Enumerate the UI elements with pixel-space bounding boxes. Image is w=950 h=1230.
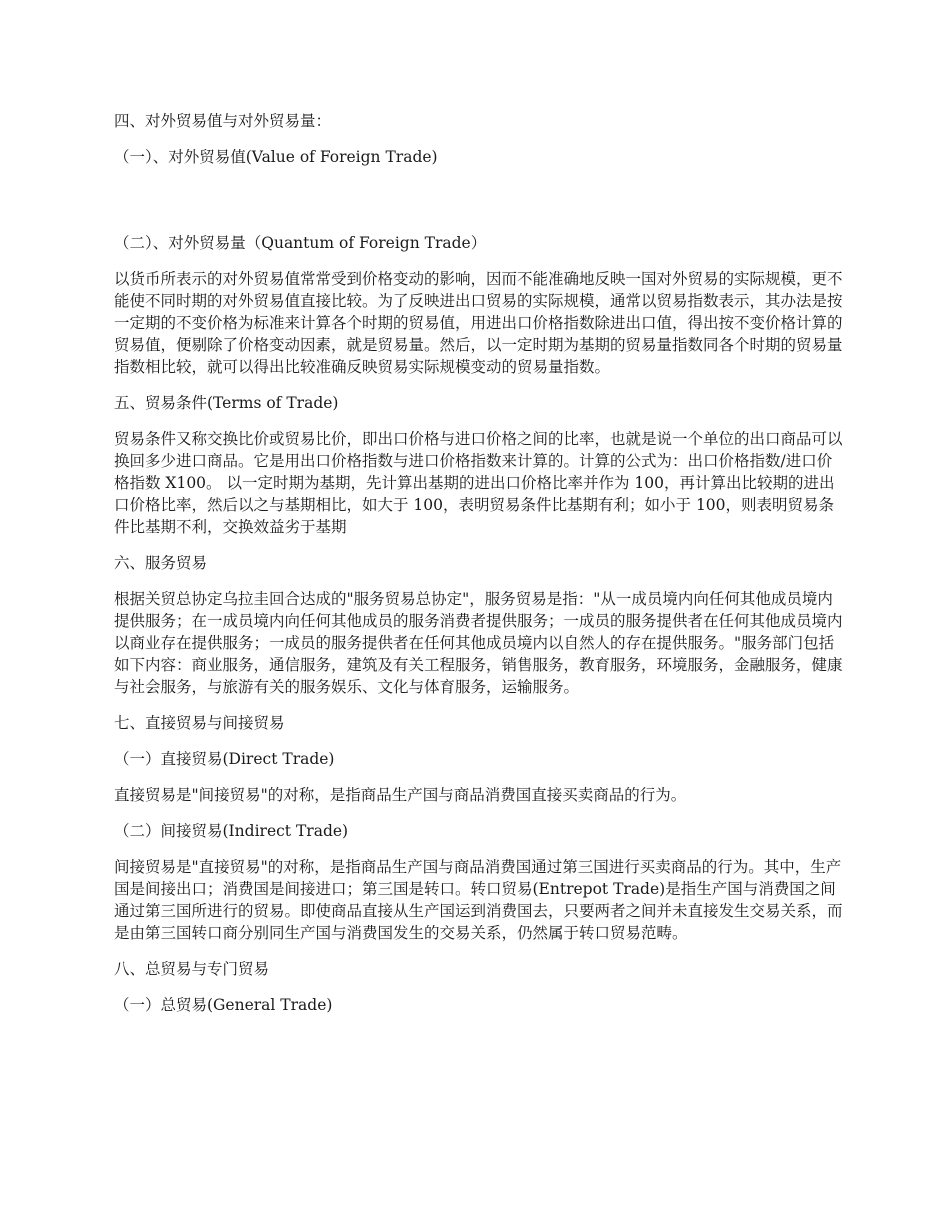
paragraph-direct-trade: 直接贸易是"间接贸易"的对称，是指商品生产国与商品消费国直接买卖商品的行为。 [114, 786, 687, 804]
section-heading-4: 四、对外贸易值与对外贸易量： [114, 112, 332, 130]
section-heading-5: 五、贸易条件(Terms of Trade) [114, 394, 339, 412]
section-heading-8: 八、总贸易与专门贸易 [114, 960, 270, 978]
subheading-general-trade: （一）总贸易(General Trade) [114, 996, 333, 1014]
subheading-direct-trade: （一）直接贸易(Direct Trade) [114, 750, 335, 768]
subheading-quantum-of-foreign-trade: （二）、对外贸易量（Quantum of Foreign Trade） [114, 234, 487, 252]
paragraph-quantum: 以货币所表示的对外贸易值常常受到价格变动的影响，因而不能准确地反映一国对外贸易的实际规模，更不能使不同时期的对外贸易值直接比较。为了反映进出口贸易的实际规模，通常以贸易指数表示，其办法是按一定期的不变价格为标准来计算各个时期的贸易值，用进出口价格指数除进出口值，得出按不变价格计算的贸易值，便剔除了价格变动因素，就是贸易量。然后，以一定时期为基期的贸易量指数同各个时期的贸易量指数相比较，就可以得出比较准确反映贸易实际规模变动的贸易量指数。 [114, 270, 843, 376]
paragraph-indirect-trade: 间接贸易是"直接贸易"的对称，是指商品生产国与商品消费国通过第三国进行买卖商品的行为。其中，生产国是间接出口；消费国是间接进口；第三国是转口。转口贸易(Entrepot Trade)是指生产国与消费国之间通过第三国所进行的贸易。即使商品直接从生产国运到消费国去，只要两者之间并未直接发生交易关系，而是由第三国转口商分别同生产国与消费国发生的交易关系，仍然属于转口贸易范畴。 [114, 858, 843, 942]
paragraph-service-trade: 根据关贸总协定乌拉圭回合达成的"服务贸易总协定"，服务贸易是指："从一成员境内向任何其他成员境内提供服务；在一成员境内向任何其他成员的服务消费者提供服务；一成员的服务提供者在任何其他成员境内以商业存在提供服务；一成员的服务提供者在任何其他成员境内以自然人的存在提供服务。"服务部门包括如下内容：商业服务，通信服务，建筑及有关工程服务，销售服务，教育服务，环境服务，金融服务，健康与社会服务，与旅游有关的服务娱乐、文化与体育服务，运输服务。 [114, 590, 843, 696]
section-heading-6: 六、服务贸易 [114, 554, 208, 572]
subheading-value-of-foreign-trade: （一）、对外贸易值(Value of Foreign Trade) [114, 148, 438, 166]
subheading-indirect-trade: （二）间接贸易(Indirect Trade) [114, 822, 349, 840]
blank-spacer [114, 182, 844, 218]
document-page [114, 110, 844, 1030]
section-heading-7: 七、直接贸易与间接贸易 [114, 714, 285, 732]
paragraph-terms-of-trade: 贸易条件又称交换比价或贸易比价，即出口价格与进口价格之间的比率，也就是说一个单位的出口商品可以换回多少进口商品。它是用出口价格指数与进口价格指数来计算的。计算的公式为：出口价格指数/进口价格指数 X100。 以一定时期为基期，先计算出基期的进出口价格比率并作为 100，再计算出比较期的进出口价格比率，然后以之与基期相比，如大于 100，表明贸易条件比基期有利；如小于 100，则表明贸易条件比基期不利，交换效益劣于基期 [114, 430, 843, 536]
